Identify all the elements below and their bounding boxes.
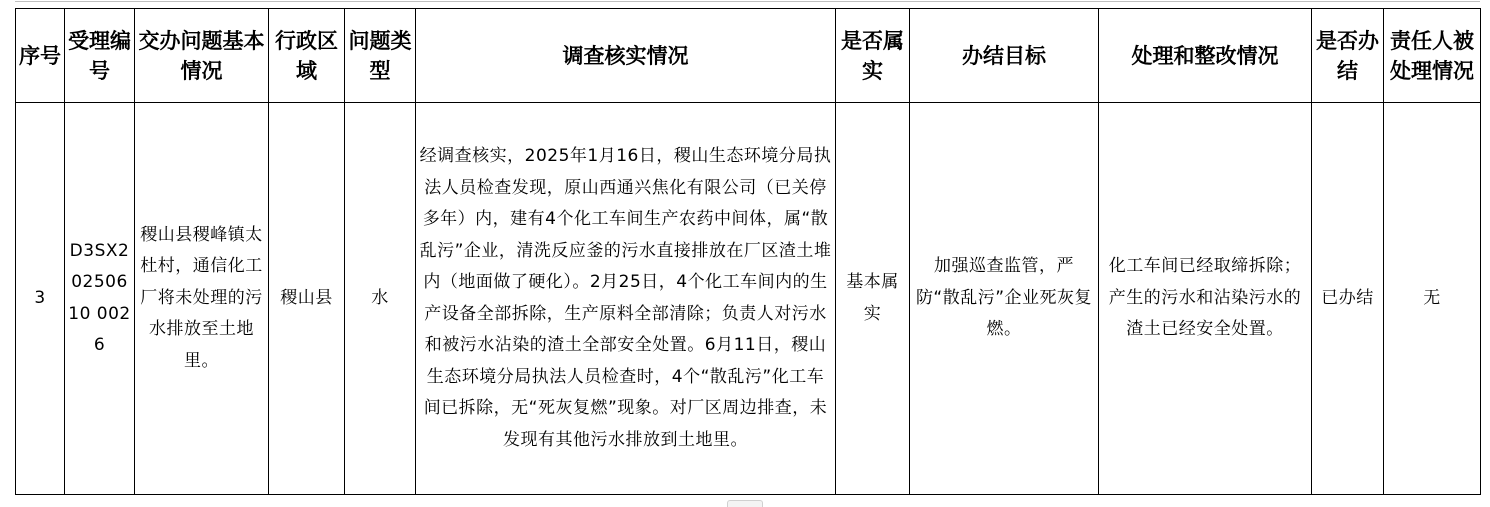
header-problem-type: 问题类型 — [345, 9, 416, 103]
cell-investigation: 经调查核实，2025年1月16日，稷山生态环境分局执法人员检查发现，原山西通兴焦化有限公司（已关停多年）内，建有4个化工车间生产农药中间体，属“散乱污”企业，清洗反应釜的污水直接排放在厂区渣土堆内（地面做了硬化）。2月25日，4个化工车间内的生产设备全部拆除，生产原料全部清除；负责人对污水和被污水沾染的渣土全部安全处置。6月11日，稷山生态环境分局执法人员检查时，4个“散乱污”化工车间已拆除，无“死灰复燃”现象。对厂区周边排查，未发现有其他污水排放到土地里。 — [416, 103, 836, 495]
header-investigation: 调查核实情况 — [416, 9, 836, 103]
header-verified: 是否属实 — [836, 9, 910, 103]
cell-index: 3 — [16, 103, 65, 495]
cell-responsible-handling: 无 — [1384, 103, 1481, 495]
header-region: 行政区域 — [269, 9, 345, 103]
table-row — [16, 103, 1481, 495]
cell-verified: 基本属实 — [836, 103, 910, 495]
header-responsible-handling: 责任人被处理情况 — [1384, 9, 1481, 103]
header-goal: 办结目标 — [910, 9, 1099, 103]
case-table — [15, 8, 1481, 495]
header-index: 序号 — [16, 9, 65, 103]
header-case-id: 受理编号 — [65, 9, 135, 103]
cell-closed: 已办结 — [1312, 103, 1384, 495]
header-closed: 是否办结 — [1312, 9, 1384, 103]
cell-case-id: D3SX20250610 0026 — [65, 103, 135, 495]
cell-rectification: 化工车间已经取缔拆除；产生的污水和沾染污水的渣土已经安全处置。 — [1099, 103, 1312, 495]
cell-issue: 稷山县稷峰镇太杜村，通信化工厂将未处理的污水排放至土地里。 — [135, 103, 269, 495]
table-header-row — [16, 9, 1481, 103]
page-top-line — [15, 1, 1480, 2]
header-issue: 交办问题基本情况 — [135, 9, 269, 103]
cell-goal: 加强巡查监管，严防“散乱污”企业死灰复燃。 — [910, 103, 1099, 495]
header-rectification: 处理和整改情况 — [1099, 9, 1312, 103]
cell-region: 稷山县 — [269, 103, 345, 495]
cell-problem-type: 水 — [345, 103, 416, 495]
